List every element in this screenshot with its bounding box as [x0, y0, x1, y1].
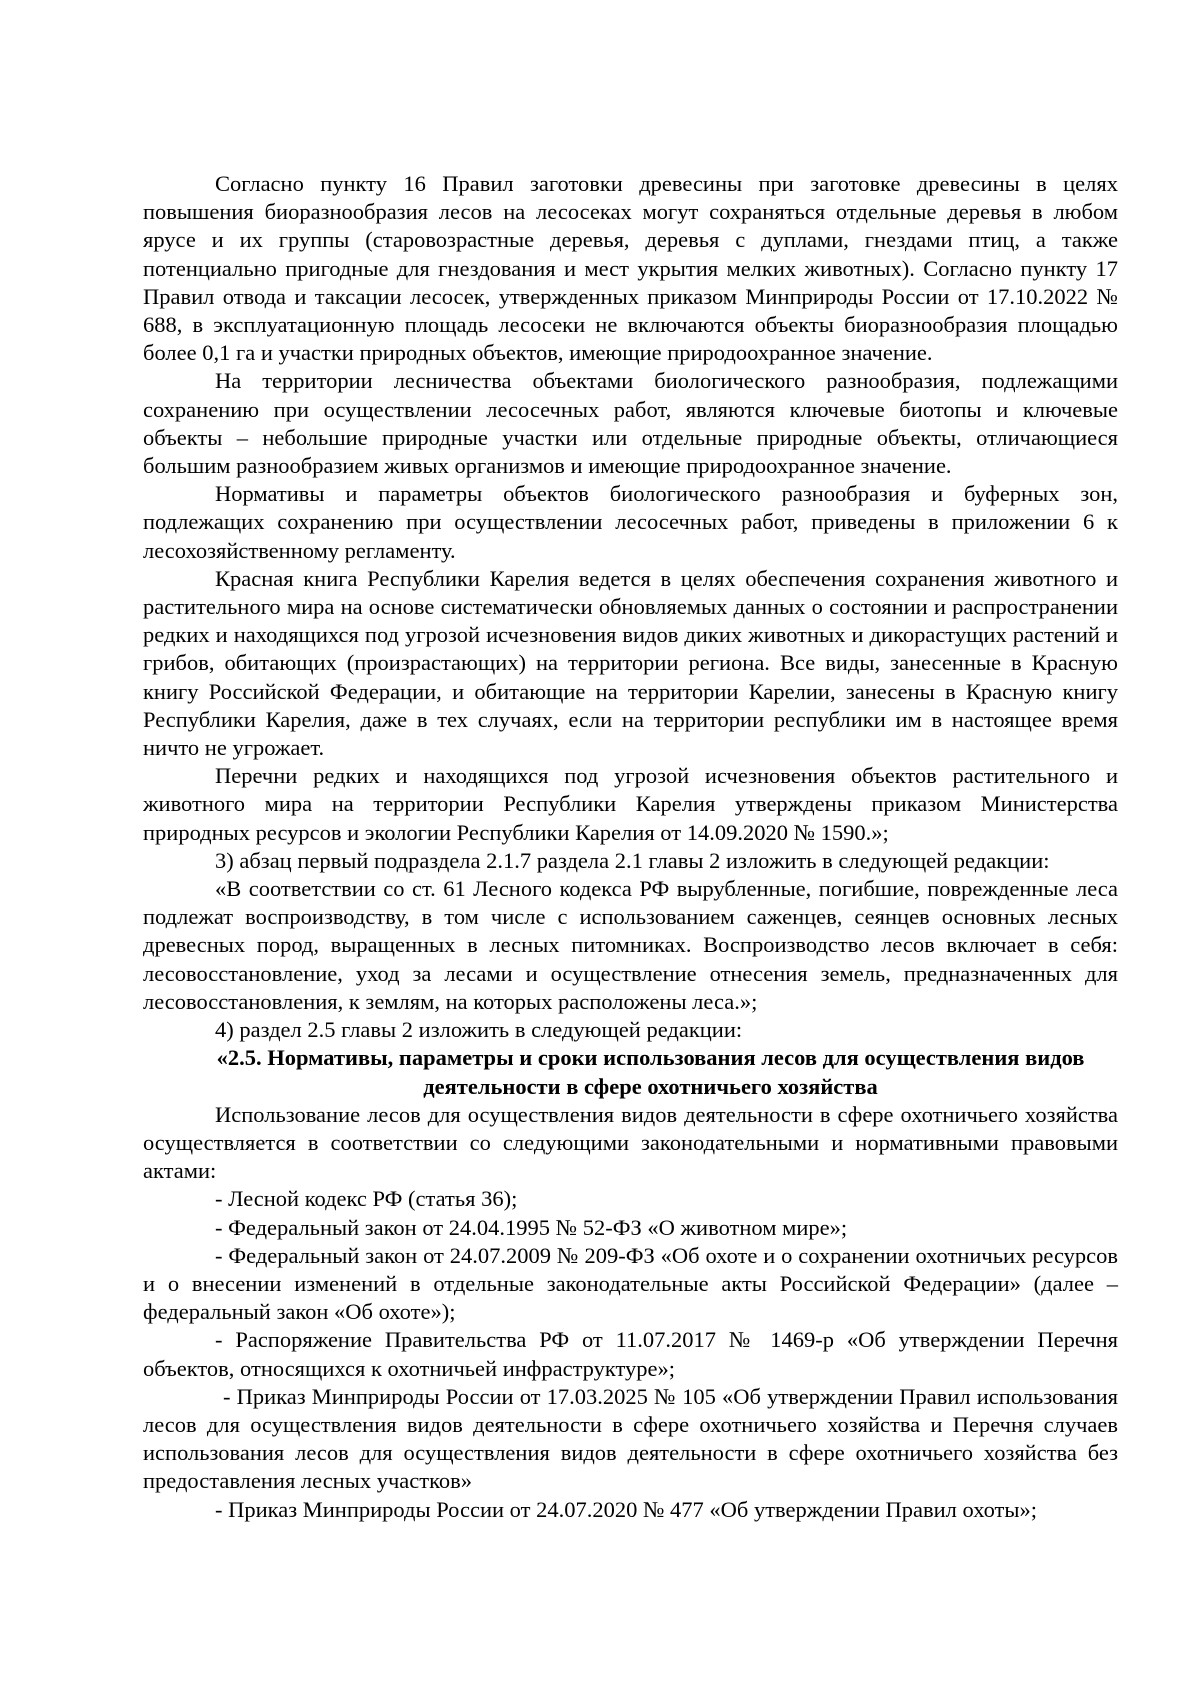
list-item-ministry-order-105: - Приказ Минприроды России от 17.03.2025 № 105 «Об утверждении Правил использования лесов для осуществления видов деятельности в сфере охотничьего хозяйства и Перечня случаев использования лесов для осуществления видов деятельности в сфере охотничьего хозяйства без предоставления лесных участков»	[143, 1383, 1118, 1494]
paragraph-red-book: Красная книга Республики Карелия ведется в целях обеспечения сохранения животного и растительного мира на основе систематически обновляемых данных о состоянии и распространении редких и находящихся под угрозой исчезновения видов диких животных и дикорастущих растений и грибов, обитающих (произрастающих) на территории региона. Все виды, занесенные в Красную книгу Российской Федерации, и обитающие на территории Карелии, занесены в Красную книгу Республики Карелия, даже в тех случаях, если на территории республики им в настоящее время ничто не угрожает.	[143, 565, 1118, 761]
paragraph-wood-harvesting-rules: Согласно пункту 16 Правил заготовки древесины при заготовке древесины в целях повышения биоразнообразия лесов на лесосеках могут сохраняться отдельные деревья в любом ярусе и их группы (старовозрастные деревья, деревья с дуплами, гнездами птиц, а также потенциально пригодные для гнездования и мест укрытия мелких животных). Согласно пункту 17 Правил отвода и таксации лесосек, утвержденных приказом Минприроды России от 17.10.2022 № 688, в эксплуатационную площадь лесосеки не включаются объекты биоразнообразия площадью более 0,1 га и участки природных объектов, имеющие природоохранное значение.	[143, 171, 1118, 366]
paragraph-amendment-4: 4) раздел 2.5 главы 2 изложить в следующей редакции:	[215, 1017, 743, 1043]
list-item-law-hunting: - Федеральный закон от 24.07.2009 № 209-ФЗ «Об охоте и о сохранении охотничьих ресурсов и о внесении изменений в отдельные законодательные акты Российской Федерации» (далее – федеральный закон «Об охоте»);	[143, 1242, 1118, 1325]
paragraph-amendment-3: 3) абзац первый подраздела 2.1.7 раздела 2.1 главы 2 изложить в следующей редакции:	[215, 847, 1050, 873]
paragraph-norms-buffer-zones: Нормативы и параметры объектов биологического разнообразия и буферных зон, подлежащих сохранению при осуществлении лесосечных работ, приведены в приложении 6 к лесохозяйственному регламенту.	[143, 481, 1118, 563]
document-page	[143, 170, 1118, 1524]
section-title: «2.5. Нормативы, параметры и сроки использования лесов для осуществления видов деятельности в сфере охотничьего хозяйства	[216, 1045, 1085, 1099]
list-item-forest-code: - Лесной кодекс РФ (статья 36);	[215, 1186, 518, 1212]
list-item-ministry-order-477: - Приказ Минприроды России от 24.07.2020 № 477 «Об утверждении Правил охоты»;	[215, 1496, 1038, 1522]
list-item-government-order: - Распоряжение Правительства РФ от 11.07.2017 № 1469-р «Об утверждении Перечня объектов, относящихся к охотничьей инфраструктуре»;	[143, 1327, 1118, 1381]
paragraph-biodiversity-objects: На территории лесничества объектами биологического разнообразия, подлежащими сохранению при осуществлении лесосечных работ, являются ключевые биотопы и ключевые объекты – небольшие природные участки или отдельные природные объекты, отличающиеся большим разнообразием живых организмов и имеющие природоохранное значение.	[143, 368, 1118, 479]
list-item-law-animal-world: - Федеральный закон от 24.04.1995 № 52-ФЗ «О животном мире»;	[215, 1214, 848, 1240]
paragraph-rare-species-lists: Перечни редких и находящихся под угрозой исчезновения объектов растительного и животного мира на территории Республики Карелия утверждены приказом Министерства природных ресурсов и экологии Республики Карелия от 14.09.2020 № 1590.»;	[143, 763, 1118, 845]
paragraph-hunting-intro: Использование лесов для осуществления видов деятельности в сфере охотничьего хозяйства осуществляется в соответствии со следующими законодательными и нормативными правовыми актами:	[143, 1101, 1118, 1184]
paragraph-forest-reproduction: «В соответствии со ст. 61 Лесного кодекса РФ вырубленные, погибшие, поврежденные леса подлежат воспроизводству, в том числе с использованием саженцев, сеянцев основных лесных древесных пород, выращенных в лесных питомниках. Воспроизводство лесов включает в себя: лесовосстановление, уход за лесами и осуществление отнесения земель, предназначенных для лесовосстановления, к землям, на которых расположены леса.»;	[143, 876, 1118, 1014]
